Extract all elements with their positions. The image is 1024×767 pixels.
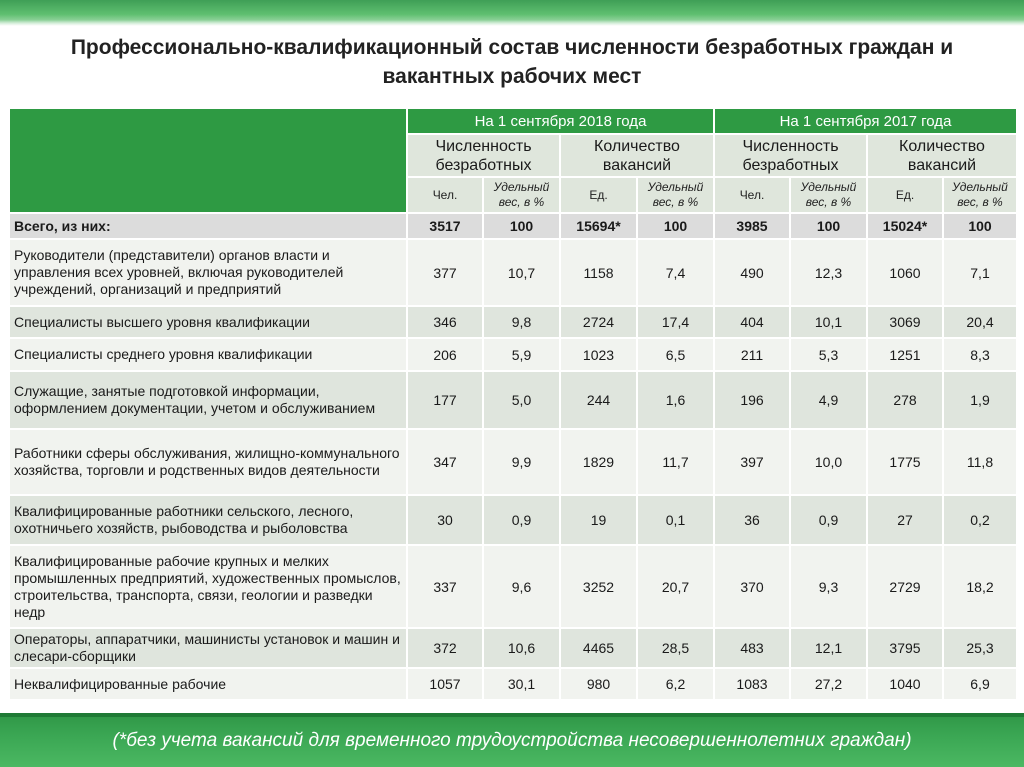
cell-value: 347 — [407, 429, 483, 495]
cell-value: 25,3 — [943, 628, 1017, 668]
period-header-2018: На 1 сентября 2018 года — [407, 108, 714, 134]
table-row — [9, 495, 1017, 545]
row-label: Специалисты высшего уровня квалификации — [9, 306, 407, 338]
cell-value: 3069 — [867, 306, 943, 338]
cell-value: 10,7 — [483, 239, 560, 306]
cell-value: 11,7 — [637, 429, 714, 495]
table-row — [9, 628, 1017, 668]
cell-value: 27 — [867, 495, 943, 545]
top-decorative-band — [0, 0, 1024, 26]
cell-value: 19 — [560, 495, 637, 545]
unit-header: Удельный вес, в % — [943, 177, 1017, 213]
cell-value: 10,1 — [790, 306, 867, 338]
cell-value: 7,1 — [943, 239, 1017, 306]
cell-value: 377 — [407, 239, 483, 306]
unit-header: Удельный вес, в % — [483, 177, 560, 213]
page-title — [20, 33, 1004, 91]
cell-value: 5,0 — [483, 371, 560, 429]
table-row — [9, 429, 1017, 495]
cell-value: 177 — [407, 371, 483, 429]
cell-value: 20,7 — [637, 545, 714, 628]
row-label: Квалифицированные рабочие крупных и мелких промышленных предприятий, художественных промыслов, строительства, транспорта, связи, геологии и разведки недр — [9, 545, 407, 628]
cell-value: 1057 — [407, 668, 483, 700]
cell-value: 5,9 — [483, 338, 560, 371]
period-header-2017: На 1 сентября 2017 года — [714, 108, 1017, 134]
cell-value: 0,9 — [790, 495, 867, 545]
unemployment-vacancy-table — [8, 107, 1018, 701]
cell-value: 337 — [407, 545, 483, 628]
cell-value: 1775 — [867, 429, 943, 495]
unit-header: Чел. — [407, 177, 483, 213]
cell-value: 2729 — [867, 545, 943, 628]
cell-value: 1040 — [867, 668, 943, 700]
unit-header: Чел. — [714, 177, 790, 213]
cell-value: 100 — [790, 213, 867, 239]
cell-value: 1158 — [560, 239, 637, 306]
cell-value: 6,9 — [943, 668, 1017, 700]
cell-value: 6,5 — [637, 338, 714, 371]
cell-value: 9,9 — [483, 429, 560, 495]
cell-value: 0,9 — [483, 495, 560, 545]
table-row — [9, 371, 1017, 429]
cell-value: 3985 — [714, 213, 790, 239]
group-header-vacancies-2018: Количество вакансий — [560, 134, 714, 177]
cell-value: 18,2 — [943, 545, 1017, 628]
cell-value: 100 — [637, 213, 714, 239]
cell-value: 27,2 — [790, 668, 867, 700]
header-corner — [9, 108, 407, 213]
cell-value: 397 — [714, 429, 790, 495]
cell-value: 12,1 — [790, 628, 867, 668]
cell-value: 206 — [407, 338, 483, 371]
row-label: Руководители (представители) органов власти и управления всех уровней, включая руководителей учреждений, организаций и предприятий — [9, 239, 407, 306]
title-line-1: Профессионально-квалификационный состав численности безработных граждан и — [70, 36, 954, 59]
unit-header: Удельный вес, в % — [790, 177, 867, 213]
row-label: Специалисты среднего уровня квалификации — [9, 338, 407, 371]
cell-value: 278 — [867, 371, 943, 429]
cell-value: 1023 — [560, 338, 637, 371]
cell-value: 12,3 — [790, 239, 867, 306]
cell-value: 8,3 — [943, 338, 1017, 371]
cell-value: 36 — [714, 495, 790, 545]
cell-value: 1,6 — [637, 371, 714, 429]
cell-value: 404 — [714, 306, 790, 338]
cell-value: 2724 — [560, 306, 637, 338]
table-row — [9, 306, 1017, 338]
cell-value: 211 — [714, 338, 790, 371]
row-label: Работники сферы обслуживания, жилищно-коммунального хозяйства, торговли и родственных видов деятельности — [9, 429, 407, 495]
cell-value: 3252 — [560, 545, 637, 628]
title-line-2: вакантных рабочих мест — [382, 65, 642, 88]
cell-value: 17,4 — [637, 306, 714, 338]
cell-value: 28,5 — [637, 628, 714, 668]
unit-header: Ед. — [560, 177, 637, 213]
cell-value: 4465 — [560, 628, 637, 668]
cell-value: 10,0 — [790, 429, 867, 495]
cell-value: 15694* — [560, 213, 637, 239]
cell-value: 9,6 — [483, 545, 560, 628]
cell-value: 15024* — [867, 213, 943, 239]
cell-value: 5,3 — [790, 338, 867, 371]
cell-value: 244 — [560, 371, 637, 429]
cell-value: 1251 — [867, 338, 943, 371]
cell-value: 1083 — [714, 668, 790, 700]
cell-value: 7,4 — [637, 239, 714, 306]
cell-value: 20,4 — [943, 306, 1017, 338]
cell-value: 483 — [714, 628, 790, 668]
row-label: Всего, из них: — [9, 213, 407, 239]
cell-value: 30,1 — [483, 668, 560, 700]
footnote: (*без учета вакансий для временного трудоустройства несовершеннолетних граждан) — [112, 730, 912, 751]
table-row — [9, 668, 1017, 700]
cell-value: 9,8 — [483, 306, 560, 338]
cell-value: 0,2 — [943, 495, 1017, 545]
table-row — [9, 545, 1017, 628]
table-row-total — [9, 213, 1017, 239]
cell-value: 346 — [407, 306, 483, 338]
group-header-unemployed-2018: Численность безработных — [407, 134, 560, 177]
cell-value: 196 — [714, 371, 790, 429]
cell-value: 1,9 — [943, 371, 1017, 429]
group-header-unemployed-2017: Численность безработных — [714, 134, 867, 177]
cell-value: 6,2 — [637, 668, 714, 700]
row-label: Неквалифицированные рабочие — [9, 668, 407, 700]
cell-value: 980 — [560, 668, 637, 700]
cell-value: 30 — [407, 495, 483, 545]
cell-value: 3795 — [867, 628, 943, 668]
table-row — [9, 338, 1017, 371]
table-row — [9, 239, 1017, 306]
cell-value: 1060 — [867, 239, 943, 306]
cell-value: 11,8 — [943, 429, 1017, 495]
cell-value: 3517 — [407, 213, 483, 239]
cell-value: 100 — [483, 213, 560, 239]
group-header-vacancies-2017: Количество вакансий — [867, 134, 1017, 177]
row-label: Операторы, аппаратчики, машинисты установок и машин и слесари-сборщики — [9, 628, 407, 668]
cell-value: 372 — [407, 628, 483, 668]
cell-value: 0,1 — [637, 495, 714, 545]
cell-value: 4,9 — [790, 371, 867, 429]
row-label: Квалифицированные работники сельского, лесного, охотничьего хозяйств, рыбоводства и рыболовства — [9, 495, 407, 545]
cell-value: 1829 — [560, 429, 637, 495]
cell-value: 10,6 — [483, 628, 560, 668]
cell-value: 370 — [714, 545, 790, 628]
cell-value: 490 — [714, 239, 790, 306]
unit-header: Ед. — [867, 177, 943, 213]
row-label: Служащие, занятые подготовкой информации, оформлением документации, учетом и обслуживанием — [9, 371, 407, 429]
cell-value: 9,3 — [790, 545, 867, 628]
cell-value: 100 — [943, 213, 1017, 239]
unit-header: Удельный вес, в % — [637, 177, 714, 213]
